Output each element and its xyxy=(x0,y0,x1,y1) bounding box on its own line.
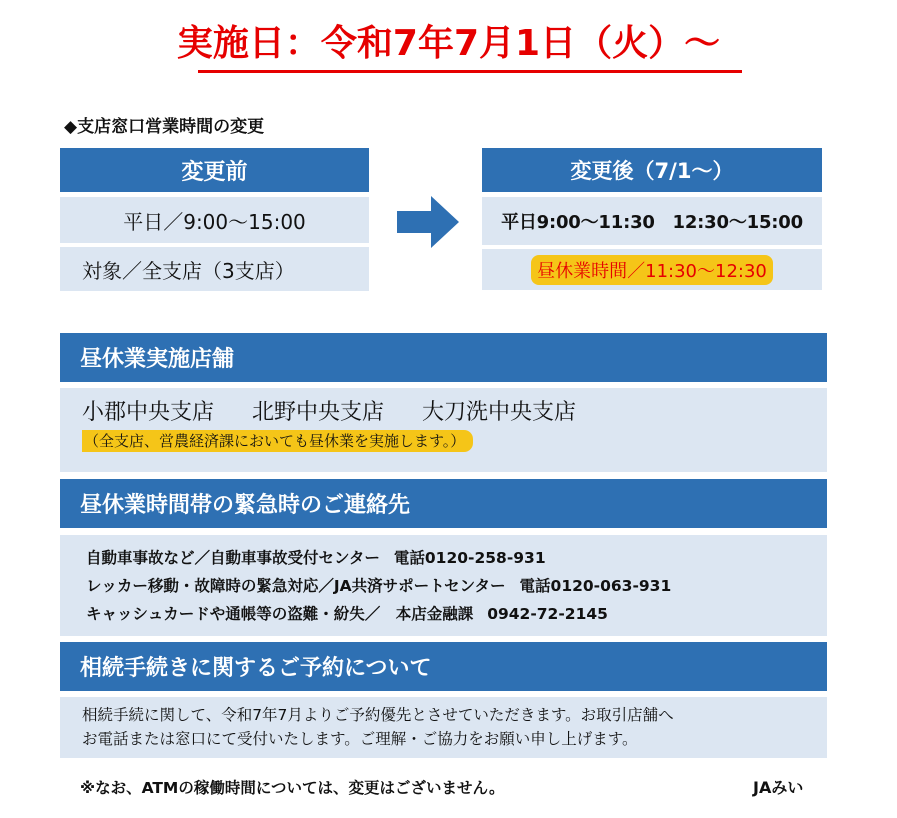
inheritance-text-line1: 相続手続に関して、令和7年7月よりご予約優先とさせていただきます。お取引店舗へ xyxy=(82,706,674,724)
store-item: 大刀洗中央支店 xyxy=(422,400,577,425)
inheritance-text-line2: お電話または窓口にて受付いたします。ご理解・ご協力をお願い申し上げます。 xyxy=(82,730,638,748)
stores-note: （全支店、営農経済課においても昼休業を実施します。） xyxy=(82,430,473,452)
before-header: 変更前 xyxy=(60,148,369,192)
hours-change-heading: ◆支店窓口営業時間の変更 xyxy=(64,117,265,137)
before-weekday-hours: 平日／9:00～15:00 xyxy=(60,197,369,243)
contact-phone: 電話0120-063-931 xyxy=(519,577,672,595)
title-underline xyxy=(198,70,742,73)
lunch-hours-highlight: 昼休業時間／11:30～12:30 xyxy=(531,255,773,285)
atm-note: ※なお、ATMの稼働時間については、変更はございません。 xyxy=(80,779,505,797)
store-item: 北野中央支店 xyxy=(252,400,385,425)
lunch-stores-box xyxy=(60,388,827,472)
contact-phone: 0942-72-2145 xyxy=(487,605,608,623)
stores-list xyxy=(82,398,827,428)
inheritance-box xyxy=(60,697,827,758)
store-item: 小郡中央支店 xyxy=(82,400,215,425)
lunch-stores-heading: 昼休業実施店舗 xyxy=(60,333,827,382)
contact-phone: 電話0120-258-931 xyxy=(393,549,546,567)
contact-row xyxy=(86,544,827,572)
emergency-contacts-box xyxy=(60,535,827,636)
right-arrow-icon xyxy=(397,196,459,248)
page-title: 実施日：令和7年7月1日（火）～ xyxy=(176,23,721,64)
contact-name: キャッシュカードや通帳等の盗難・紛失／ 本店金融課 xyxy=(86,605,474,623)
contact-row xyxy=(86,600,827,628)
inheritance-heading: 相続手続きに関するご予約について xyxy=(60,642,827,691)
after-weekday-hours: 平日9:00～11:30 12:30～15:00 xyxy=(482,197,822,245)
contact-name: レッカー移動・故障時の緊急対応／JA共済サポートセンター xyxy=(86,577,506,595)
before-target-branches: 対象／全支店（3支店） xyxy=(60,247,369,291)
contact-row xyxy=(86,572,827,600)
contact-name: 自動車事故など／自動車事故受付センター xyxy=(86,549,380,567)
emergency-contacts-heading: 昼休業時間帯の緊急時のご連絡先 xyxy=(60,479,827,528)
organization-name: JAみい xyxy=(753,778,804,797)
after-header: 変更後（7/1～） xyxy=(482,148,822,192)
after-lunch-hours xyxy=(482,249,822,290)
